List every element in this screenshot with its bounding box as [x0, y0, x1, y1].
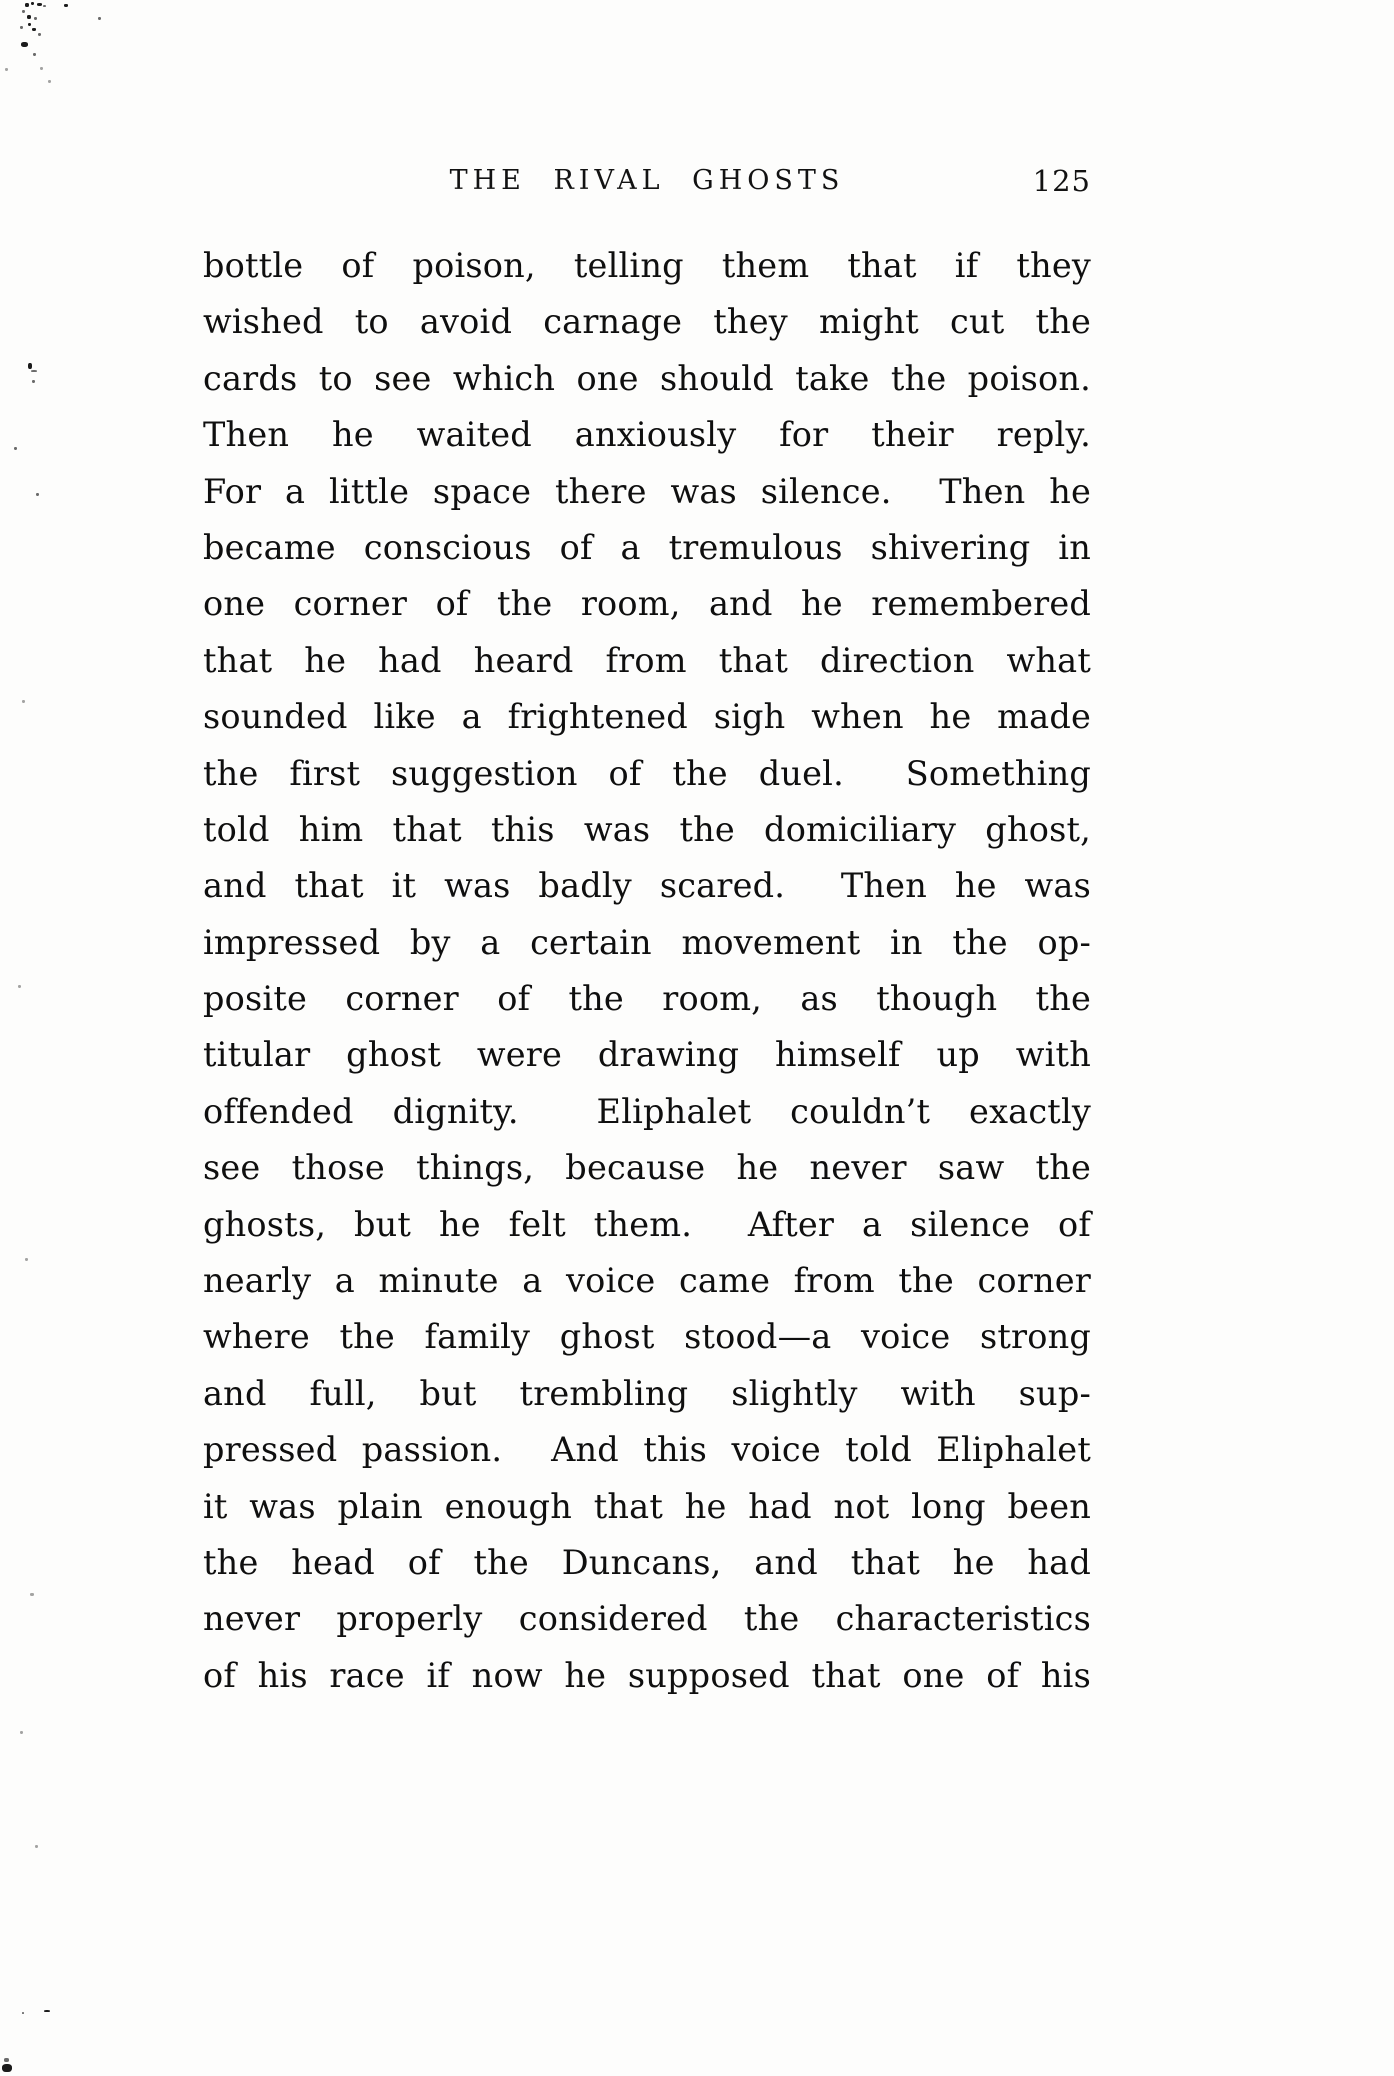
text-line: wished to avoid carnage they might cut the	[203, 302, 1091, 342]
text-line: Then he waited anxiously for their reply.	[203, 415, 1091, 455]
text-line: nearly a minute a voice came from the corner	[203, 1261, 1091, 1301]
scan-speck	[25, 1258, 28, 1261]
scan-speck	[64, 4, 68, 7]
scan-speck	[21, 42, 28, 47]
text-line: of his race if now he supposed that one of his	[203, 1655, 1091, 1695]
text-line: offended dignity. Eliphalet couldn’t exactly	[203, 1091, 1091, 1131]
scan-speck	[31, 2, 34, 5]
text-line: that he had heard from that direction what	[203, 640, 1091, 680]
scan-speck	[48, 80, 51, 83]
scan-speck	[22, 2012, 24, 2014]
scan-speck	[36, 493, 39, 496]
text-line: ghosts, but he felt them. After a silence of	[203, 1204, 1091, 1244]
scan-speck	[22, 700, 25, 703]
scan-speck	[28, 363, 32, 369]
text-line: bottle of poison, telling them that if they	[203, 246, 1091, 285]
scan-speck	[30, 1593, 34, 1596]
text-line: and full, but trembling slightly with sup-	[203, 1373, 1091, 1413]
scan-speck	[32, 380, 35, 383]
page-number: 125	[1032, 164, 1091, 198]
scan-speck	[37, 3, 42, 6]
text-line: For a little space there was silence. Then he	[203, 471, 1091, 511]
scan-speck	[32, 28, 36, 31]
scan-speck	[4, 2058, 9, 2062]
scan-speck	[5, 68, 8, 71]
scan-speck	[40, 67, 43, 70]
text-line: and that it was badly scared. Then he was	[203, 866, 1091, 906]
scan-speck	[22, 10, 25, 13]
scan-speck	[20, 1731, 23, 1734]
text-line: pressed passion. And this voice told Eliphalet	[203, 1430, 1091, 1470]
scan-speck	[34, 17, 37, 20]
scan-speck	[20, 26, 23, 29]
text-line: the first suggestion of the duel. Something	[203, 753, 1091, 793]
text-line: never properly considered the characteristics	[203, 1599, 1091, 1639]
scan-speck	[35, 1845, 38, 1848]
page-text	[203, 238, 1091, 1704]
text-line: became conscious of a tremulous shivering in	[203, 527, 1091, 567]
scan-speck	[28, 23, 31, 26]
text-line: titular ghost were drawing himself up with	[203, 1035, 1091, 1075]
scan-speck	[44, 2010, 50, 2012]
scan-speck	[33, 53, 36, 56]
text-line: where the family ghost stood—a voice strong	[203, 1317, 1091, 1357]
page-header	[203, 162, 1091, 202]
text-line: see those things, because he never saw the	[203, 1148, 1091, 1188]
text-line: posite corner of the room, as though the	[203, 979, 1091, 1019]
text-line: it was plain enough that he had not long been	[203, 1486, 1091, 1526]
scan-speck	[14, 447, 17, 450]
scan-speck	[27, 15, 31, 19]
scan-speck	[43, 5, 46, 7]
text-line: the head of the Duncans, and that he had	[203, 1542, 1091, 1582]
text-line: cards to see which one should take the poison.	[203, 358, 1091, 398]
scan-speck	[25, 3, 29, 7]
scan-speck	[38, 33, 41, 36]
running-title: THE RIVAL GHOSTS	[449, 165, 845, 196]
scan-speck	[18, 985, 21, 988]
text-line: told him that this was the domiciliary ghost,	[203, 809, 1091, 849]
text-line: impressed by a certain movement in the op-	[203, 922, 1091, 962]
scan-speck	[2, 2064, 12, 2072]
text-line: one corner of the room, and he remembered	[203, 584, 1091, 624]
text-line: sounded like a frightened sigh when he made	[203, 697, 1091, 737]
scan-speck	[98, 17, 101, 20]
scan-speck	[31, 370, 37, 372]
